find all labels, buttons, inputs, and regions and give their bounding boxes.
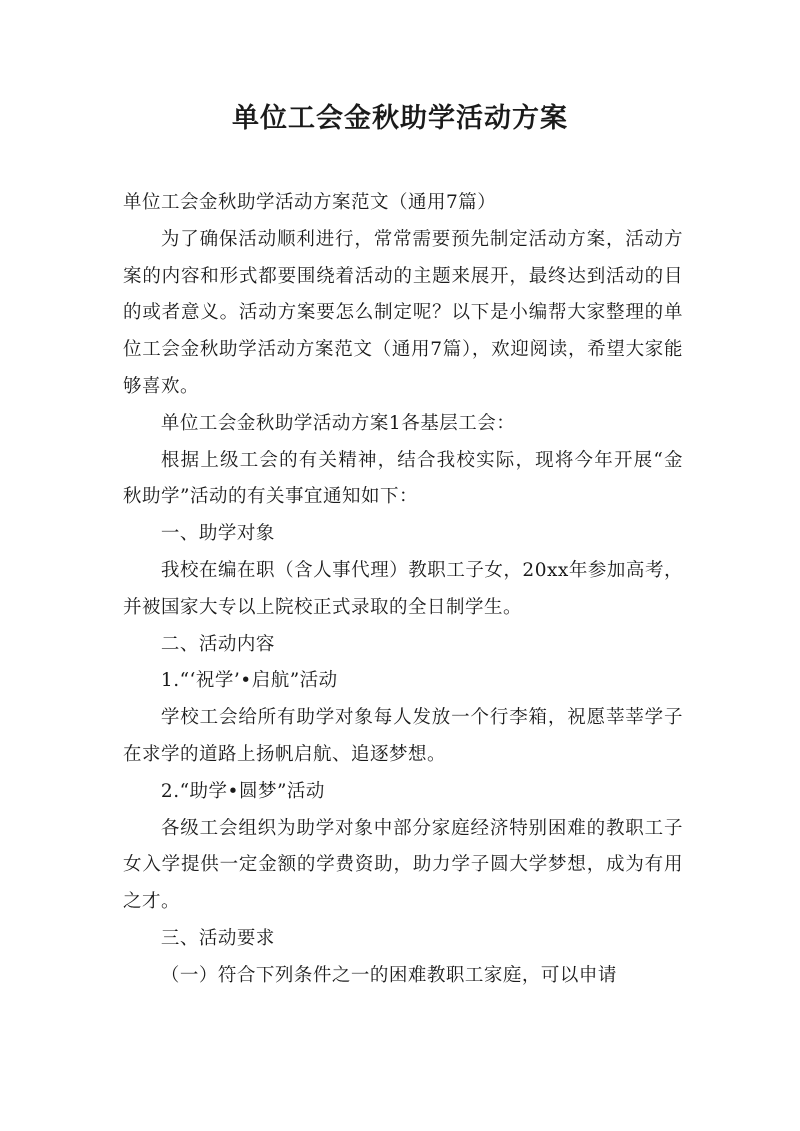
notice-paragraph: 根据上级工会的有关精神，结合我校实际，现将今年开展“金秋助学”活动的有关事宜通知如下： bbox=[123, 449, 683, 508]
section-1-paragraph: 我校在编在职（含人事代理）教职工子女，20xx年参加高考，并被国家大专以上院校正式录取的全日制学生。 bbox=[123, 559, 683, 618]
activity-1-heading: 1.“‘祝学’•启航”活动 bbox=[160, 670, 338, 692]
section-heading-1: 一、助学对象 bbox=[160, 523, 275, 545]
subtitle-paragraph: 单位工会金秋助学活动方案范文（通用7篇） bbox=[123, 192, 497, 213]
section-heading-2: 二、活动内容 bbox=[160, 633, 275, 655]
intro-paragraph: 为了确保活动顺利进行，常常需要预先制定活动方案，活动方案的内容和形式都要围绕着活动的主题来展开，最终达到活动的目的或者意义。活动方案要怎么制定呢？以下是小编帮大家整理的单位工会金秋助学活动方案范文（通用7篇），欢迎阅读，希望大家能够喜欢。 bbox=[123, 228, 683, 397]
document-title: 单位工会金秋助学活动方案 bbox=[232, 103, 568, 134]
section-heading-3: 三、活动要求 bbox=[160, 927, 275, 949]
activity-2-heading: 2.“助学•圆梦”活动 bbox=[160, 780, 325, 802]
activity-1-paragraph: 学校工会给所有助学对象每人发放一个行李箱，祝愿莘莘学子在求学的道路上扬帆启航、追逐梦想。 bbox=[123, 707, 683, 765]
requirement-1-paragraph: （一）符合下列条件之一的困难教职工家庭，可以申请 bbox=[160, 964, 617, 986]
document-body bbox=[123, 185, 683, 995]
plan-heading-paragraph: 单位工会金秋助学活动方案1各基层工会： bbox=[160, 412, 516, 434]
activity-2-paragraph: 各级工会组织为助学对象中部分家庭经济特别困难的教职工子女入学提供一定金额的学费资助，助力学子圆大学梦想，成为有用之才。 bbox=[123, 817, 683, 913]
